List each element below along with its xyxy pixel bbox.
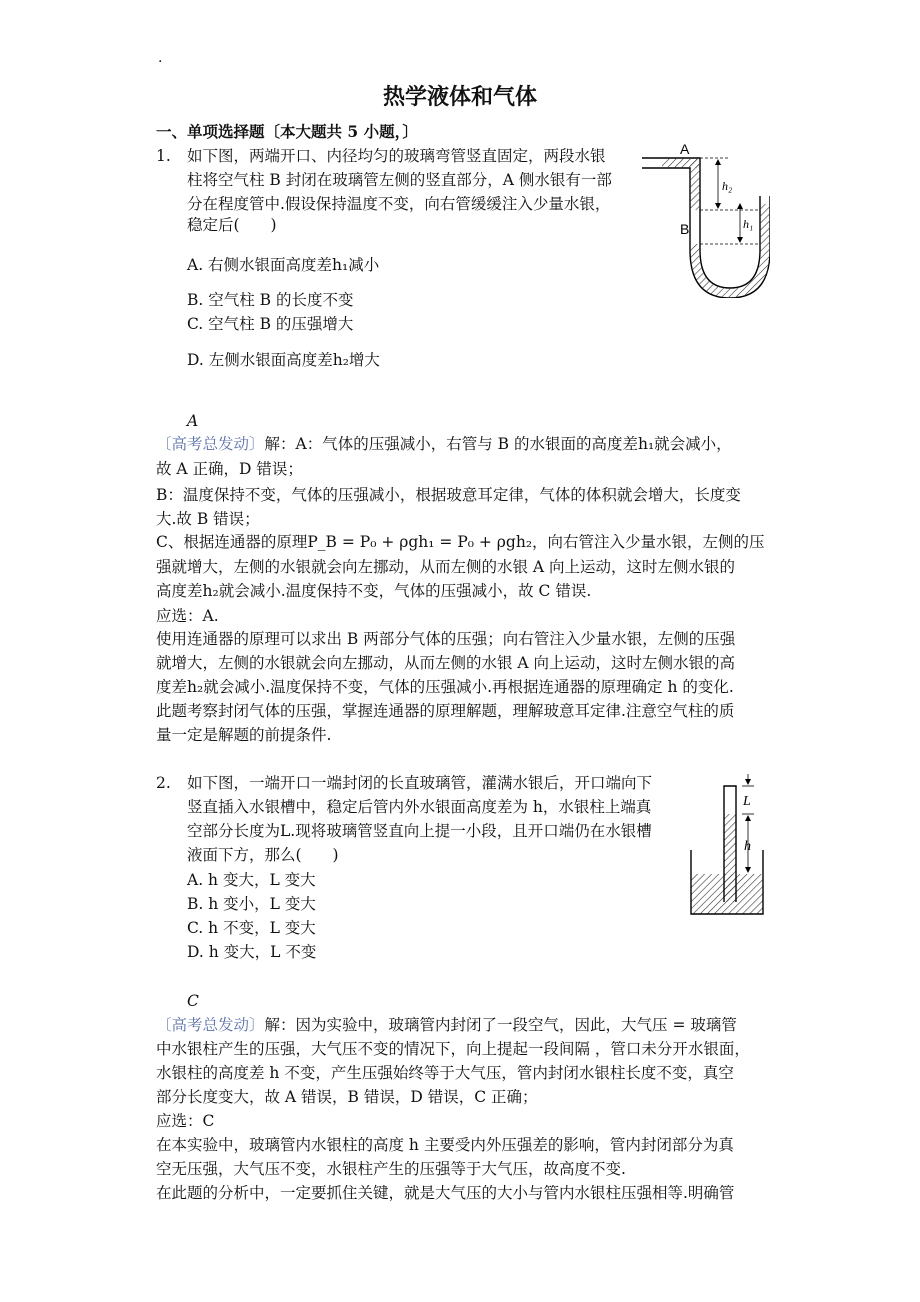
question-number: 1. [156, 147, 171, 165]
explanation-line: 中水银柱产生的压强，大气压不变的情况下，向上提起一段间隔 ，管口未分开水银面， [156, 1040, 750, 1058]
label-l: L [743, 794, 751, 809]
option-a: A. h 变大，L 变大 [187, 871, 316, 889]
explanation-line: 量一定是解题的前提条件. [156, 726, 332, 744]
explanation-line: 使用连通器的原理可以求出 B 两部分气体的压强；向右管注入少量水银，左侧的压强 [156, 630, 736, 648]
option-c: C. h 不变，L 变大 [187, 919, 316, 937]
question-number: 2. [156, 774, 171, 792]
torricelli-tube-figure [688, 770, 768, 920]
option-b: B. h 变小，L 变大 [187, 895, 316, 913]
option-a: A. 右侧水银面高度差h₁减小 [187, 256, 380, 274]
source-tag: 〔高考总发动〕 [156, 435, 265, 453]
question-stem-line: 如下图，两端开口、内径均匀的玻璃弯管竖直固定，两段水银 [187, 147, 606, 165]
page-dot: . [158, 50, 163, 66]
explanation-line: 此题考察封闭气体的压强，掌握连通器的原理解题，理解玻意耳定律.注意空气柱的质 [156, 702, 735, 720]
question-stem-line: 液面下方，那么( ) [187, 846, 339, 864]
explanation-line: 水银柱的高度差 h 不变，产生压强始终等于大气压，管内封闭水银柱长度不变，真空 [156, 1064, 734, 1082]
mercury-column [724, 814, 736, 902]
explanation-line: 部分长度变大，故 A 错误，B 错误，D 错误，C 正确； [156, 1088, 538, 1106]
answer-letter: C [187, 992, 199, 1010]
explanation-line: 度差h₂就会减小.温度保持不变，气体的压强减小.再根据连通器的原理确定 h 的变化. [156, 678, 734, 696]
label-a: A [680, 141, 690, 157]
source-tag: 〔高考总发动〕 [156, 1016, 265, 1034]
explanation-line: 强就增大，左侧的水银就会向左挪动，从而左侧的水银 A 向上运动，这时左侧水银的 [156, 558, 736, 576]
explanation-line: 〔高考总发动〕解：因为实验中，玻璃管内封闭了一段空气，因此，大气压 = 玻璃管 [156, 1016, 737, 1034]
label-h1: h₁ [743, 217, 754, 231]
u-tube-figure [640, 138, 770, 298]
explanation-line: 应选：C [156, 1112, 215, 1130]
page-title: 热学液体和气体 [382, 85, 537, 110]
explanation-line: 〔高考总发动〕解：A：气体的压强减小，右管与 B 的水银面的高度差h₁就会减小， [156, 435, 732, 453]
explanation-line: B：温度保持不变，气体的压强减小，根据玻意耳定律，气体的体积就会增大，长度变 [156, 486, 741, 504]
answer-letter: A [187, 412, 199, 430]
question-stem-line: 柱将空气柱 B 封闭在玻璃管左侧的竖直部分，A 侧水银有一部 [187, 171, 612, 189]
question-stem-line: 如下图，一端开口一端封闭的长直玻璃管，灌满水银后，开口端向下 [187, 774, 653, 792]
section-heading: 一、单项选择题〔本大题共 5 小题，〕 [156, 122, 418, 141]
explanation-line: C、根据连通器的原理P_B = P₀ + ρgh₁ = P₀ + ρgh₂，向右管注入少量水银，左侧的压 [156, 533, 765, 551]
mercury-bottom [690, 204, 770, 298]
option-b: B. 空气柱 B 的长度不变 [187, 291, 354, 309]
question-stem-line: 空部分长度为L.现将玻璃管竖直向上提一小段，且开口端仍在水银槽 [187, 822, 652, 840]
question-stem-line: 分在程度管中.假设保持温度不变，向右管缓缓注入少量水银， [187, 195, 611, 213]
explanation-line: 就增大，左侧的水银就会向左挪动，从而左侧的水银 A 向上运动，这时左侧水银的高 [156, 654, 736, 672]
label-b: B [680, 221, 690, 237]
label-h2: h₂ [722, 179, 733, 193]
explanation-line: 在此题的分析中，一定要抓住关键，就是大气压的大小与管内水银柱压强相等.明确管 [156, 1184, 735, 1202]
option-c: C. 空气柱 B 的压强增大 [187, 315, 354, 333]
explanation-line: 在本实验中，玻璃管内水银柱的高度 h 主要受内外压强差的影响，管内封闭部分为真 [156, 1136, 734, 1154]
option-d: D. h 变大，L 不变 [187, 943, 317, 961]
explanation-line: 空无压强，大气压不变，水银柱产生的压强等于大气压，故高度不变. [156, 1160, 626, 1178]
question-stem-line: 竖直插入水银槽中，稳定后管内外水银面高度差为 h，水银柱上端真 [187, 798, 652, 816]
explanation-line: 应选：A. [156, 607, 219, 625]
explanation-line: 高度差h₂就会减小.温度保持不变，气体的压强减小，故 C 错误. [156, 582, 592, 600]
explanation-line: 大.故 B 错误； [156, 510, 260, 528]
option-d: D. 左侧水银面高度差h₂增大 [187, 351, 380, 369]
label-h: h [744, 839, 751, 854]
question-stem-line: 稳定后( ) [187, 216, 277, 234]
explanation-line: 故 A 正确，D 错误； [156, 460, 303, 478]
